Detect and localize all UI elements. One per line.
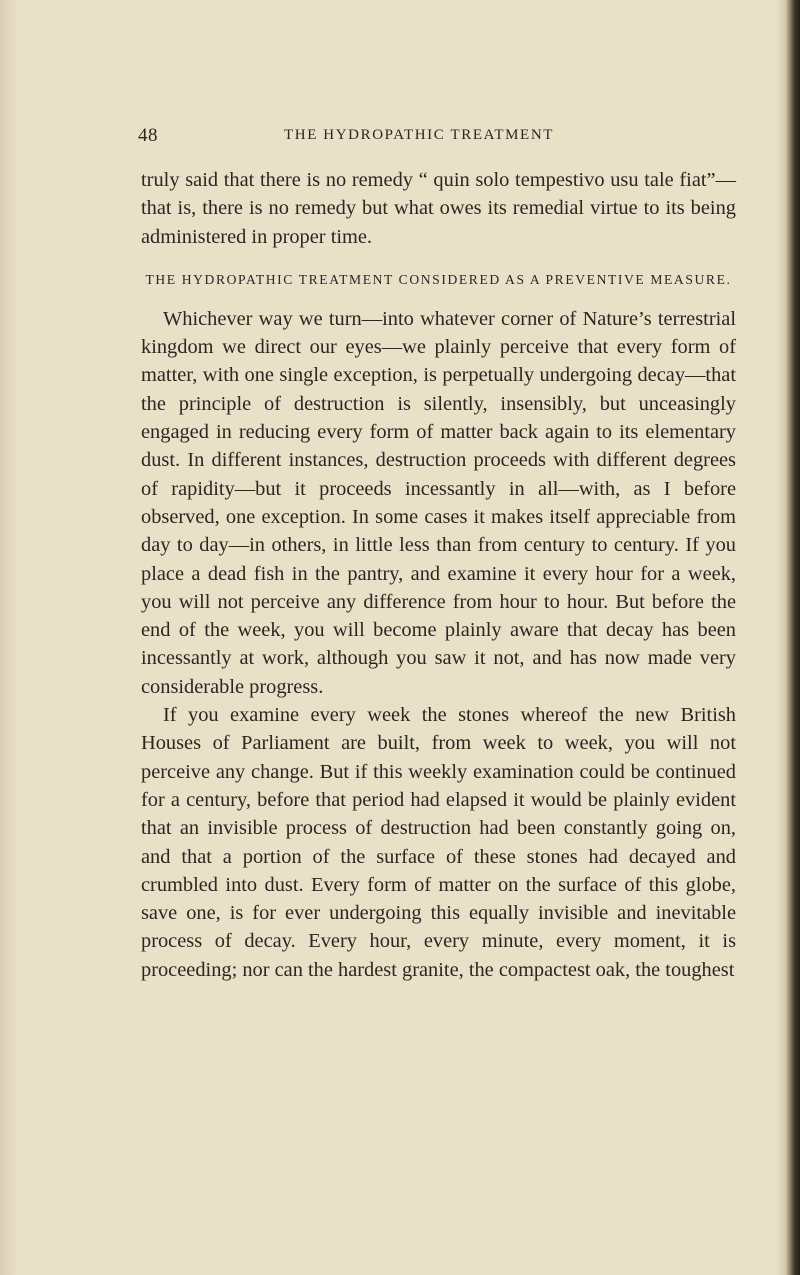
page-binding-shadow <box>776 0 786 1275</box>
page-right-edge <box>786 0 800 1275</box>
page-header <box>138 125 738 151</box>
paragraph: Whichever way we turn—into whatever corner of Nature’s terrestrial kingdom we direct our eyes—we plainly perceive that every form of matter, with one single exception, is perpetually undergoing decay—that the principle of destruction is silently, insensibly, but unceasingly engaged in reducing every form of matter back again to its elementary dust. In different instances, destruction proceeds with different degrees of rapidity—but it proceeds incessantly in all—with, as I before observed, one exception. In some cases it makes itself appreciable from day to day—in others, in little less than from century to century. If you place a dead fish in the pantry, and examine it every hour for a week, you will not perceive any difference from hour to hour. But before the end of the week, you will become plainly aware that decay has been incessantly at work, although you saw it not, and has now made very considerable progress. <box>141 307 736 698</box>
page-body <box>141 166 736 984</box>
page-number: 48 <box>138 125 158 146</box>
page-left-margin <box>0 0 18 1275</box>
running-head: THE HYDROPATHIC TREATMENT <box>284 127 555 143</box>
section-heading: THE HYDROPATHIC TREATMENT CONSIDERED AS A PREVENTIVE MEASURE. <box>145 271 732 287</box>
opening-paragraph: truly said that there is no remedy “ quin solo tempestivo usu tale fiat”—that is, there is no remedy but what owes its remedial virtue to its being administered in proper time. <box>141 169 736 248</box>
paragraph: If you examine every week the stones whereof the new British Houses of Parliament are built, from week to week, you will not perceive any change. But if this weekly examination could be continued for a century, before that period had elapsed it would be plainly evident that an invisible process of destruction had been constantly going on, and that a portion of the surface of these stones had decayed and crumbled into dust. Every form of matter on the surface of this globe, save one, is for ever undergoing this equally invisible and inevitable process of decay. Every hour, every minute, every moment, it is proceeding; nor can the hardest granite, the compactest oak, the toughest <box>141 704 736 981</box>
